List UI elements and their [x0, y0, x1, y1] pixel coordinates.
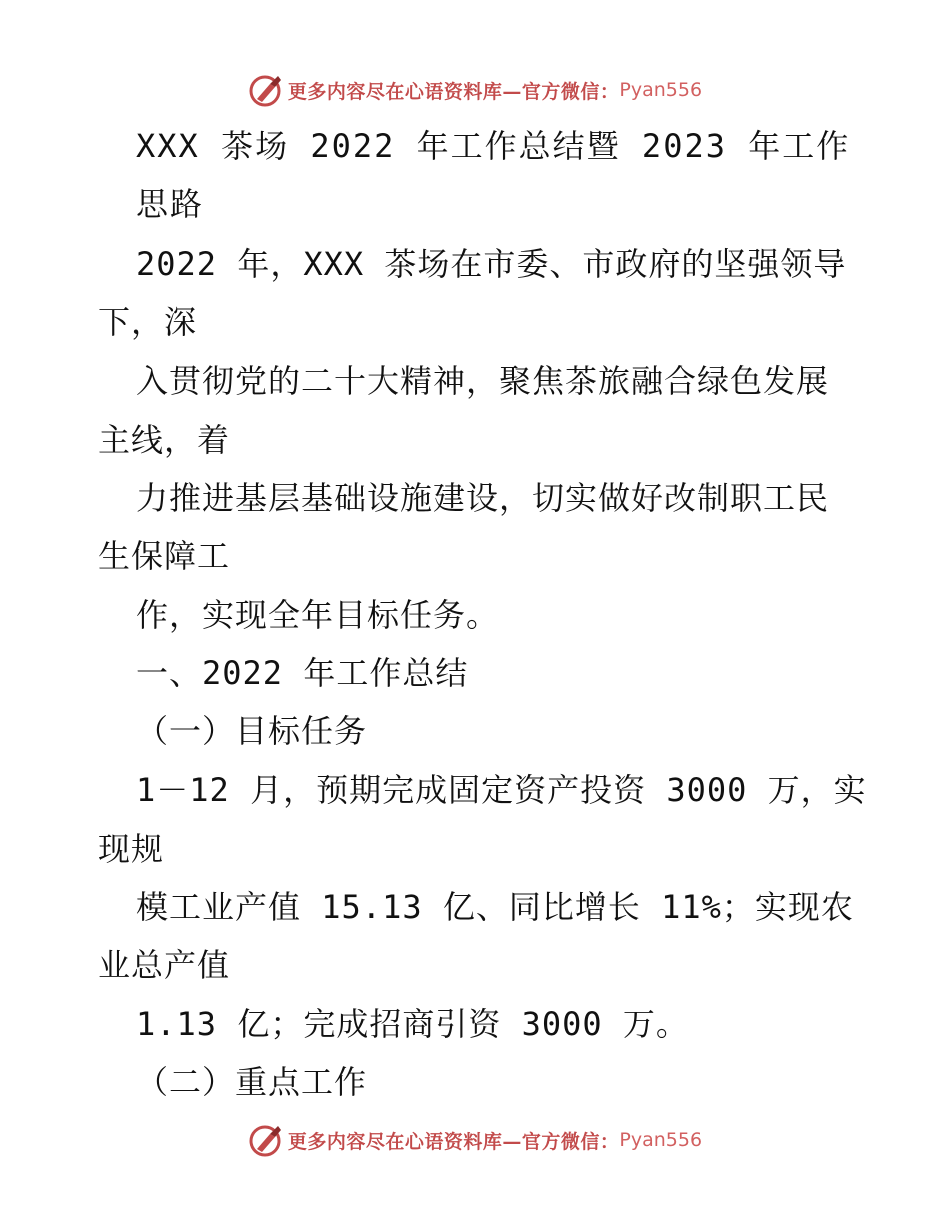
paragraph-line: 入贯彻党的二十大精神，聚焦茶旅融合绿色发展 [136, 362, 830, 400]
watermark-text: 更多内容尽在心语资料库—官方微信： [287, 1130, 620, 1153]
watermark-wechat-id: Pyan556 [619, 79, 703, 101]
pen-logo-icon [248, 1122, 284, 1158]
target-line: 1.13 亿；完成招商引资 3000 万。 [136, 1005, 689, 1043]
target-line: 1－12 月，预期完成固定资产投资 3000 万，实 [136, 771, 867, 809]
target-line: 现规 [98, 830, 165, 868]
title-line-2: 思路 [136, 185, 205, 223]
watermark-text: 更多内容尽在心语资料库—官方微信： [287, 80, 620, 103]
paragraph-line: 2022 年，XXX 茶场在市委、市政府的坚强领导 [136, 245, 847, 283]
paragraph-line: 生保障工 [98, 537, 231, 575]
target-line: 业总产值 [98, 946, 231, 984]
paragraph-line: 下，深 [98, 303, 198, 341]
target-line: 模工业产值 15.13 亿、同比增长 11%；实现农 [136, 888, 854, 926]
subsection-heading: （一）目标任务 [136, 712, 368, 750]
paragraph-line: 主线，着 [98, 421, 231, 459]
paragraph-line: 作，实现全年目标任务。 [136, 596, 500, 634]
watermark-wechat-id: Pyan556 [619, 1129, 703, 1151]
paragraph-line: 力推进基层基础设施建设，切实做好改制职工民 [136, 479, 830, 517]
subsection-heading: （二）重点工作 [136, 1063, 368, 1101]
watermark-footer [0, 1120, 950, 1160]
section-heading: 一、2022 年工作总结 [136, 654, 469, 692]
title-line-1: XXX 茶场 2022 年工作总结暨 2023 年工作 [136, 127, 851, 165]
